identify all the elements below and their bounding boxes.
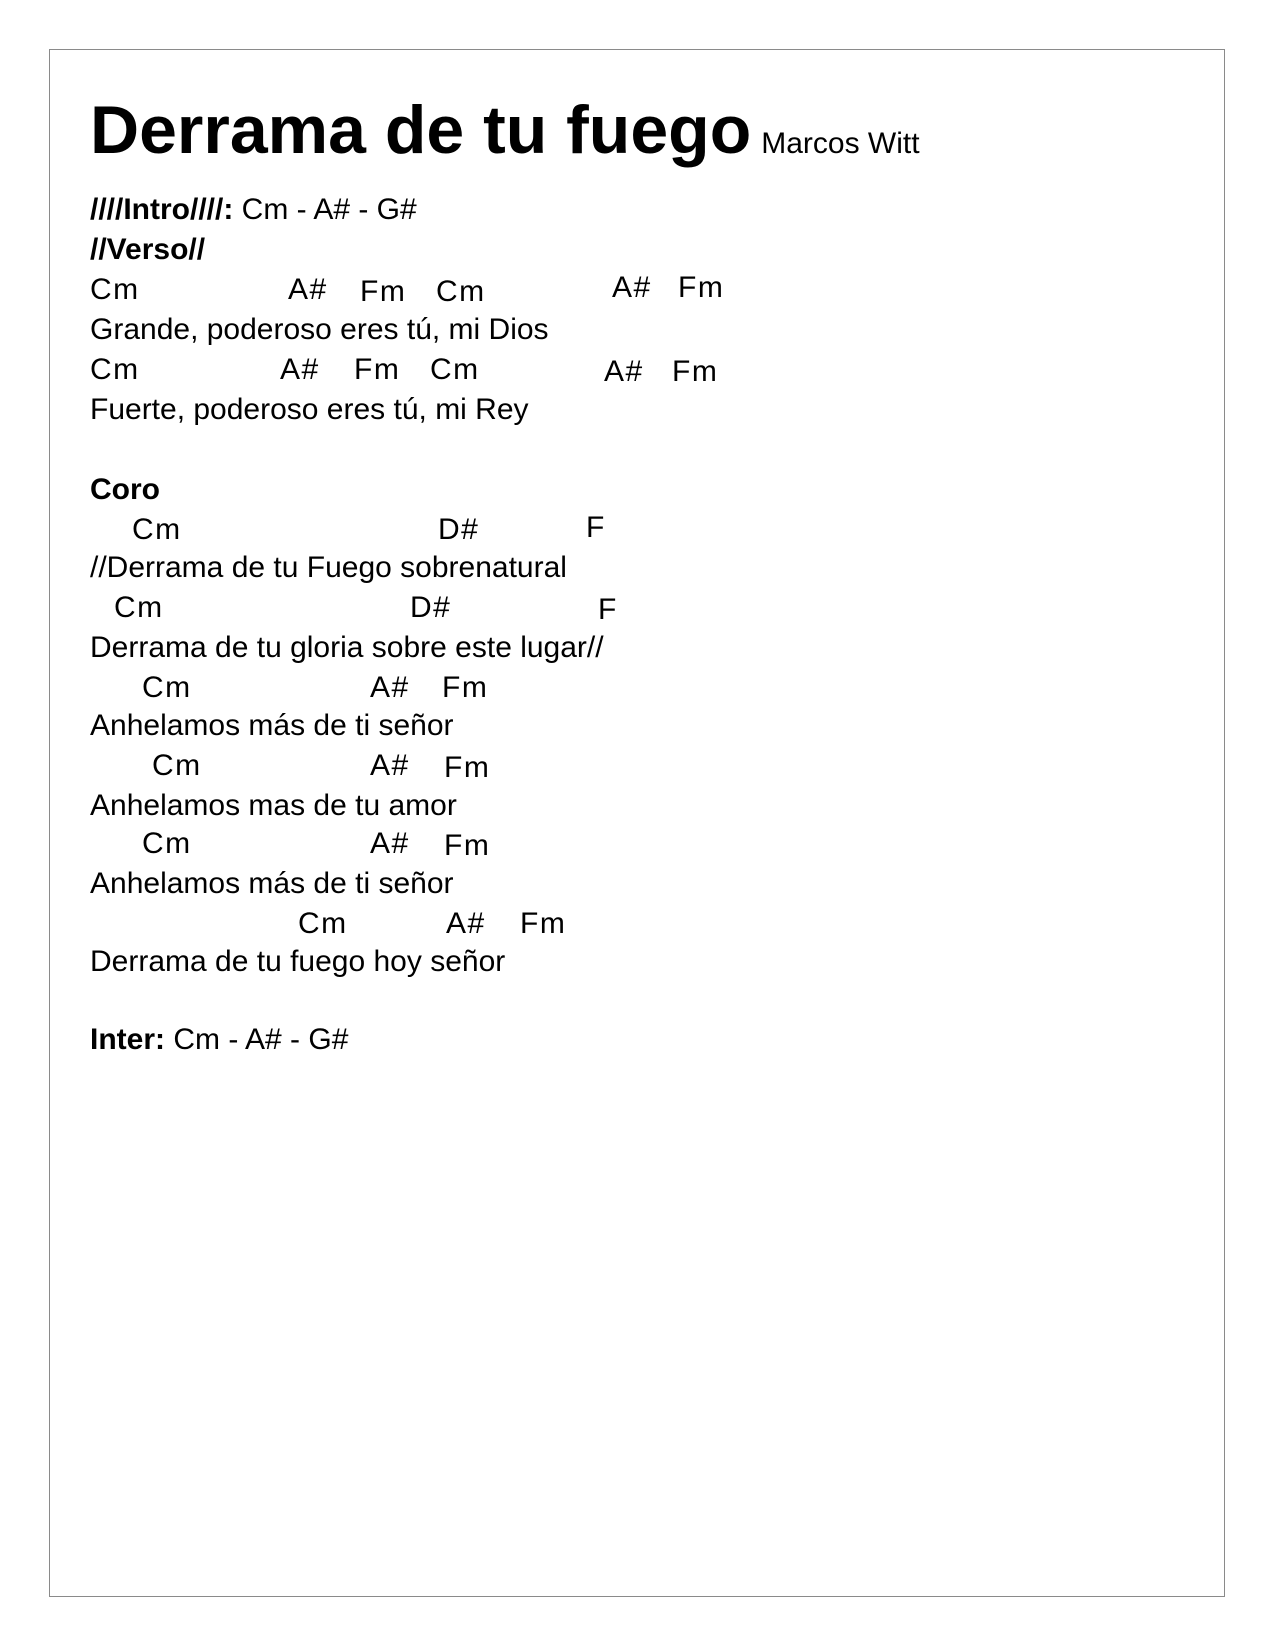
chord: Fm [444, 751, 491, 784]
chord: Fm [354, 353, 401, 386]
chord: A# [280, 353, 320, 386]
song-title: Derrama de tu fuego [90, 92, 752, 168]
chord: A# [288, 273, 328, 306]
lyric-line: //Derrama de tu Fuego sobrenatural [90, 551, 567, 584]
chord: Fm [520, 907, 567, 940]
lyric-line: Derrama de tu gloria sobre este lugar// [90, 631, 604, 664]
inter-chords: Cm - A# - G# [173, 1023, 349, 1056]
chord: Cm [436, 275, 486, 308]
intro-label: ////Intro////: [90, 193, 234, 226]
title-row [90, 92, 920, 168]
chord: A# [612, 271, 652, 304]
chord: Fm [678, 271, 725, 304]
coro-label: Coro [90, 473, 160, 506]
lyric-line: Fuerte, poderoso eres tú, mi Rey [90, 393, 529, 426]
chord: Fm [360, 275, 407, 308]
lyric-line: Derrama de tu fuego hoy señor [90, 945, 506, 978]
verso-label: //Verso// [90, 233, 206, 266]
chord: Cm [430, 353, 480, 386]
chord: Fm [444, 829, 491, 862]
chord: Cm [90, 273, 140, 306]
lyric-line: Grande, poderoso eres tú, mi Dios [90, 313, 549, 346]
chord: D# [410, 591, 452, 624]
lyric-line: Anhelamos mas de tu amor [90, 789, 457, 822]
inter-label: Inter: [90, 1023, 165, 1056]
chord: A# [604, 355, 644, 388]
chord: A# [370, 671, 410, 704]
chord: Cm [142, 671, 192, 704]
lyric-line: Anhelamos más de ti señor [90, 709, 454, 742]
chord: Cm [142, 827, 192, 860]
lyric-line: Anhelamos más de ti señor [90, 867, 454, 900]
chord: A# [370, 827, 410, 860]
chord: D# [438, 513, 480, 546]
chord: F [586, 511, 606, 544]
chord: F [598, 593, 618, 626]
intro-line [90, 192, 417, 228]
chord: Fm [442, 671, 489, 704]
intro-chords: Cm - A# - G# [241, 193, 417, 226]
song-artist: Marcos Witt [761, 127, 920, 160]
chord: Fm [672, 355, 719, 388]
chord: A# [370, 749, 410, 782]
inter-line [90, 1022, 348, 1058]
chord: Cm [132, 513, 182, 546]
chord: Cm [152, 749, 202, 782]
chord: A# [446, 907, 486, 940]
chord: Cm [90, 353, 140, 386]
chord: Cm [298, 907, 348, 940]
chord: Cm [114, 591, 164, 624]
